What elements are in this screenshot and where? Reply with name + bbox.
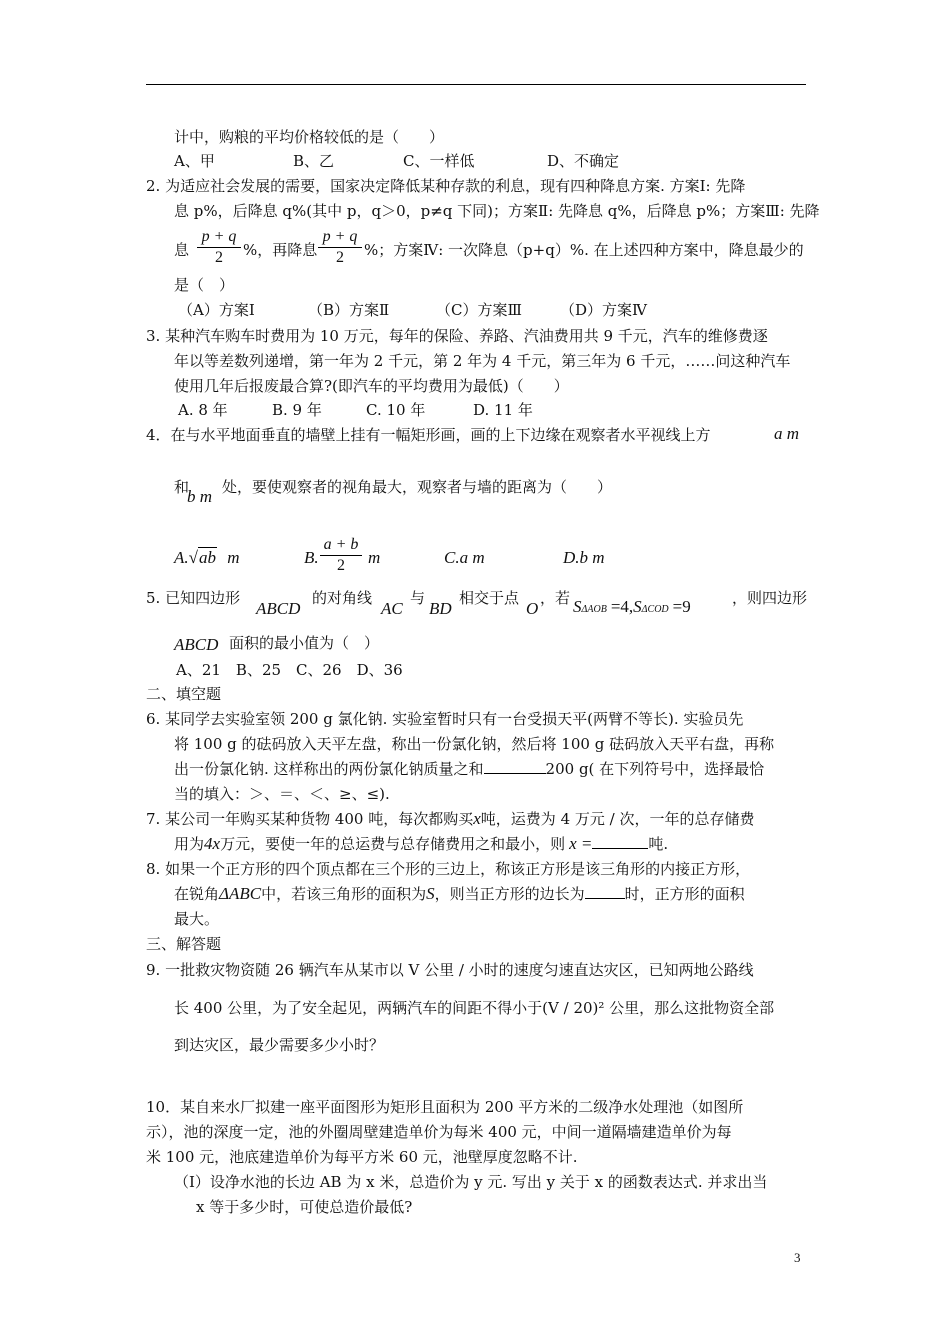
q9-line2: 长 400 公里，为了安全起见，两辆汽车的间距不得小于(V / 20)² 公里，那么这批物资全部 — [174, 999, 775, 1017]
q2-option-c: （C）方案Ⅲ — [436, 301, 522, 319]
q8-line1: 8. 如果一个正方形的四个顶点都在三个形的三边上，称该正方形是该三角形的内接正方形， — [146, 860, 751, 878]
q8-triangle: ΔABC — [219, 884, 262, 903]
q5-abcd: ABCD — [256, 599, 301, 618]
q3-option-b: B. 9 年 — [272, 401, 322, 419]
q4-optA-unit: m — [227, 548, 240, 567]
q1-option-b: B、乙 — [293, 152, 335, 170]
q5-bd: BD — [429, 599, 452, 618]
q2-line2: 息 p%，后降息 q%(其中 p，q＞0，p≠q 下同)；方案Ⅱ: 先降息 q%，后降息 p%；方案Ⅲ: 先降 — [174, 202, 820, 220]
q2-frac1-den: 2 — [215, 249, 223, 266]
q5-s2-sub: ΔCOD — [641, 604, 669, 615]
q5-n: 5. 已知四边形 — [146, 589, 241, 607]
q4-var-a: a m — [774, 424, 800, 443]
q5-s2: S — [633, 597, 642, 616]
q2-post: %；方案Ⅳ: 一次降息（p+q）%. 在上述四种方案中，降息最少的 — [364, 241, 804, 259]
q5-t1: 的对角线 — [312, 589, 373, 607]
q7-4x: 4x — [204, 834, 221, 853]
q2-fraction-1 — [197, 227, 241, 268]
sqrt-icon: √ — [188, 548, 198, 567]
q3-option-a: A. 8 年 — [178, 401, 228, 419]
q5-s1: S — [573, 597, 582, 616]
q4-optB-unit: m — [368, 548, 381, 567]
q8-line2a: 在锐角 — [174, 885, 220, 903]
q4-he: 和 — [174, 478, 190, 496]
q5-area-aob — [573, 597, 691, 620]
q2-option-b: （B）方案Ⅱ — [308, 301, 390, 319]
q6-line4: 当的填入：＞、＝、＜、≥、≤). — [174, 785, 390, 803]
q5-ac: AC — [381, 599, 403, 618]
q2-line4: 是（ ） — [174, 276, 235, 294]
q6-line3b: 200 g( 在下列符号中，选择最恰 — [545, 760, 765, 778]
q10-part1-line1: （Ⅰ）设净水池的长边 AB 为 x 米，总造价为 y 元. 写出 y 关于 x 的函数表达式. 并求出当 — [174, 1173, 768, 1191]
q7-line1b: 吨，运费为 4 万元 / 次，一年的总存储费 — [480, 810, 755, 828]
q10-line3: 米 100 元，池底建造单价为每平方米 60 元，池壁厚度忽略不计. — [146, 1148, 578, 1166]
q3-option-d: D. 11 年 — [473, 401, 533, 419]
q5-eq2: =9 — [672, 597, 691, 616]
q7-line1 — [146, 809, 754, 829]
q4-line1: 4．在与水平地面垂直的墙壁上挂有一幅矩形画，画的上下边缘在观察者水平视线上方 — [146, 426, 711, 444]
q3-option-c: C. 10 年 — [366, 401, 426, 419]
q5-abcd2: ABCD — [174, 635, 219, 654]
q8-s: S — [426, 884, 435, 903]
q4-optB-den: 2 — [337, 557, 345, 574]
q3-line3: 使用几年后报废最合算?(即汽车的平均费用为最低)（ ） — [174, 377, 569, 395]
q1-option-c: C、一样低 — [403, 152, 475, 170]
q5-t4: ，若 — [540, 589, 571, 607]
q8-line2b: 中，若该三角形的面积为 — [261, 885, 427, 903]
q8-line2c: ，则当正方形的边长为 — [434, 885, 585, 903]
q7-line2b: 万元，要使一年的总运费与总存储费用之和最小，则 — [220, 835, 566, 853]
q4-optB-label: B. — [304, 548, 319, 567]
q7-line2 — [174, 834, 668, 854]
q6-line3a: 出一份氯化钠. 这样称出的两份氯化钠质量之和 — [174, 760, 484, 778]
q4-line2: 处，要使观察者的视角最大，观察者与墙的距离为（ ） — [222, 478, 613, 496]
q1-stem: 计中，购粮的平均价格较低的是（ ） — [174, 128, 445, 146]
q2-line1: 2. 为适应社会发展的需要，国家决定降低某种存款的利息，现有四种降息方案. 方案Ⅰ: 先降 — [146, 177, 746, 195]
q5-t3: 相交于点 — [459, 589, 520, 607]
q8-line2 — [174, 884, 745, 904]
q7-line1a: 7. 某公司一年购买某种货物 400 吨，每次都购买 — [146, 810, 474, 828]
q2-option-a: （A）方案Ⅰ — [178, 301, 255, 319]
q7-line2c: 吨. — [648, 835, 669, 853]
q10-line1: 10．某自来水厂拟建一座平面图形为矩形且面积为 200 平方米的二级净水处理池（如图所 — [146, 1098, 744, 1116]
section-solutions: 三、解答题 — [146, 935, 222, 953]
q5-t5: ，则四边形 — [732, 589, 808, 607]
q4-var-b: b m — [187, 487, 213, 506]
q5-eq1: =4, — [610, 597, 634, 616]
q4-optA-radicand: ab — [198, 548, 216, 567]
q7-answer-blank[interactable] — [592, 834, 648, 849]
q2-pre: 息 — [174, 241, 190, 259]
q3-line2: 年以等差数列递增，第一年为 2 千元，第 2 年为 4 千元，第三年为 6 千元，……问这种汽车 — [174, 352, 791, 370]
q10-part1-line2: x 等于多少时，可使总造价最低? — [196, 1198, 413, 1216]
q2-option-d: （D）方案Ⅳ — [560, 301, 648, 319]
q8-line3: 最大。 — [174, 910, 220, 928]
q4-option-c: C.a m — [444, 548, 485, 567]
q2-frac1-num: p + q — [197, 227, 241, 248]
q4-optB-num: a + b — [320, 535, 362, 556]
q4-optB-fraction — [320, 535, 362, 576]
q8-answer-blank[interactable] — [585, 884, 625, 899]
q10-line2: 示），池的深度一定，池的外圈周壁建造单价为每米 400 元，中间一道隔墙建造单价为每 — [146, 1123, 732, 1141]
q3-line1: 3. 某种汽车购车时费用为 10 万元，每年的保险、养路、汽油费用共 9 千元，汽车的维修费逐 — [146, 327, 768, 345]
q2-frac2-den: 2 — [336, 249, 344, 266]
page-number: 3 — [794, 1250, 801, 1265]
q5-s1-sub: ΔAOB — [581, 604, 607, 615]
q6-line1: 6. 某同学去实验室领 200 g 氯化钠. 实验室暂时只有一台受损天平(两臂不等长). 实验员先 — [146, 710, 744, 728]
q9-line3: 到达灾区，最少需要多少小时？ — [174, 1036, 385, 1054]
q8-line2d: 时，正方形的面积 — [624, 885, 745, 903]
q7-x: x — [473, 809, 481, 828]
q7-line2a: 用为 — [174, 835, 205, 853]
q2-frac2-num: p + q — [318, 227, 362, 248]
q6-line2: 将 100 g 的砝码放入天平左盘，称出一份氯化钠，然后将 100 g 砝码放入天平右盘，再称 — [174, 735, 775, 753]
q2-fraction-2 — [318, 227, 362, 268]
q6-answer-blank[interactable] — [484, 759, 546, 774]
q6-line3 — [174, 759, 764, 779]
q1-option-a: A、甲 — [174, 152, 215, 170]
header-rule — [146, 84, 806, 85]
section-fill-in-blank: 二、填空题 — [146, 685, 222, 703]
q5-options: A、21 B、25 C、26 D、36 — [176, 661, 403, 679]
q1-option-d: D、不确定 — [547, 152, 620, 170]
q9-line1: 9. 一批救灾物资随 26 辆汽车从某市以 V 公里 / 小时的速度匀速直达灾区，已知两地公路线 — [146, 961, 754, 979]
q4-option-a — [174, 548, 240, 568]
q4-optA-label: A. — [174, 548, 189, 567]
q5-o: O — [526, 599, 539, 618]
q7-xeq: x = — [569, 834, 593, 853]
q5-t2: 与 — [410, 589, 426, 607]
q2-mid: %，再降息 — [243, 241, 318, 259]
q4-option-d: D.b m — [563, 548, 605, 567]
q5-t6: 面积的最小值为（ ） — [229, 634, 380, 652]
